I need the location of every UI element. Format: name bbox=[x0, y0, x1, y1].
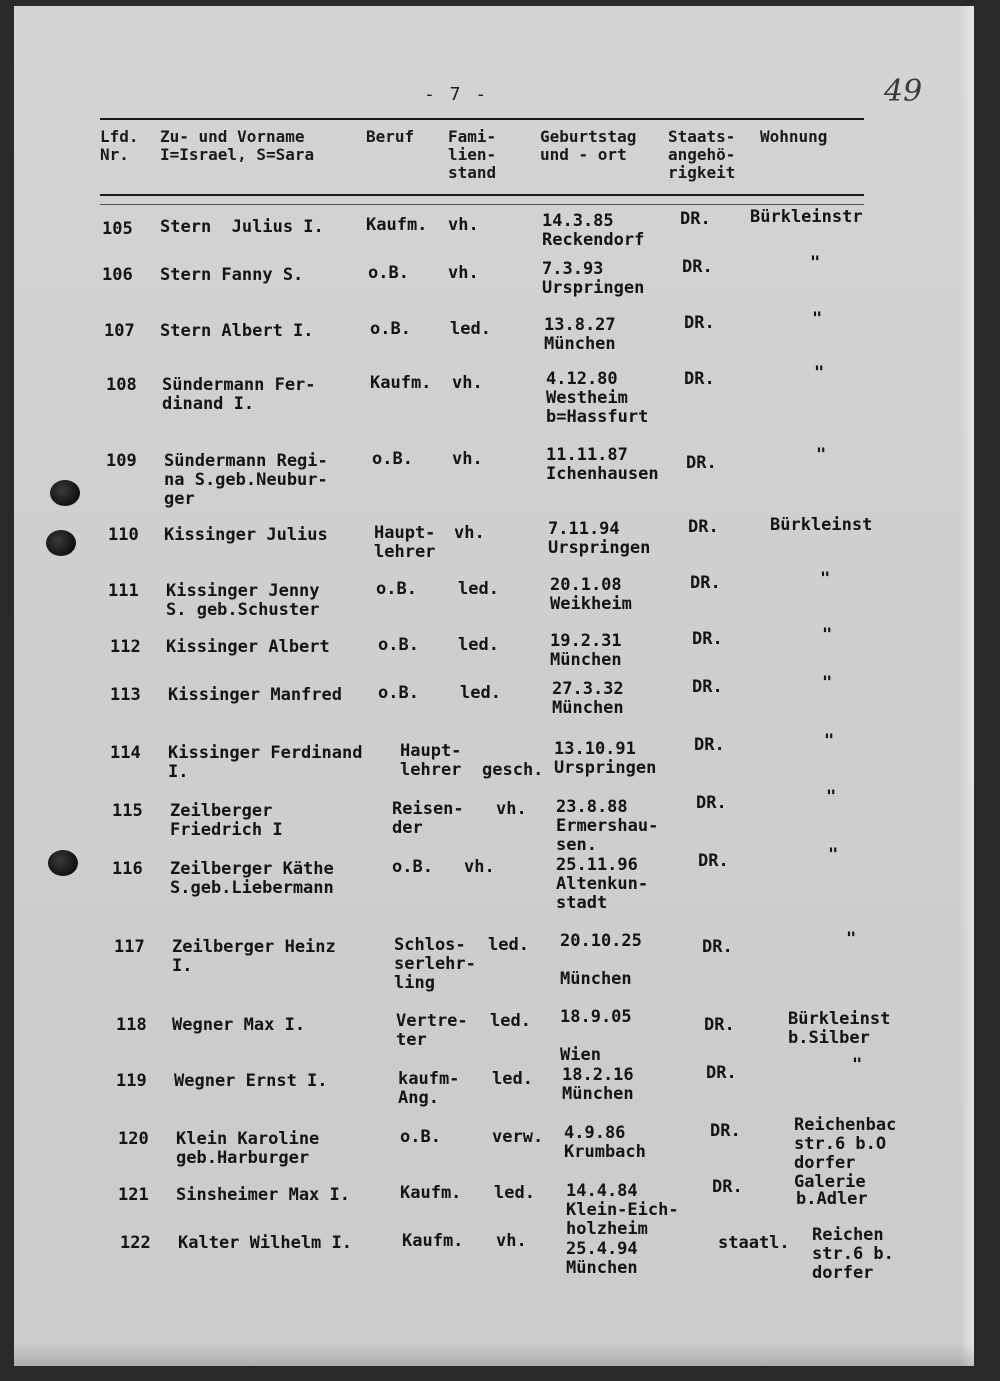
row-wohnung: " bbox=[846, 929, 857, 949]
row-beruf: Vertre- ter bbox=[396, 1011, 468, 1050]
row-familienstand: vh. bbox=[496, 799, 527, 819]
row-geburt: 7.3.93 Urspringen bbox=[542, 259, 645, 298]
row-nr: 110 bbox=[108, 525, 139, 545]
row-nr: 117 bbox=[114, 937, 145, 957]
row-staat: DR. bbox=[698, 851, 729, 871]
row-staat: DR. bbox=[688, 517, 719, 537]
row-name: Stern Fanny S. bbox=[160, 265, 304, 285]
row-staat: staatl. bbox=[718, 1233, 790, 1253]
row-geburt: 18.2.16 München bbox=[562, 1065, 634, 1104]
row-name: Kissinger Manfred bbox=[168, 685, 342, 705]
header-beruf: Beruf bbox=[366, 127, 415, 146]
row-beruf: Schlos- serlehr- ling bbox=[394, 935, 476, 993]
row-familienstand: led. bbox=[450, 319, 491, 339]
row-nr: 120 bbox=[118, 1129, 149, 1149]
folio-number: 49 bbox=[884, 74, 923, 109]
row-beruf: Haupt- lehrer bbox=[374, 523, 436, 562]
row-name: Stern Albert I. bbox=[160, 321, 314, 341]
row-familienstand: vh. bbox=[454, 523, 485, 543]
row-staat: DR. bbox=[680, 209, 711, 229]
row-name: Zeilberger Käthe S.geb.Liebermann bbox=[170, 859, 334, 898]
row-beruf: Reisen- der bbox=[392, 799, 464, 838]
row-beruf: o.B. bbox=[378, 683, 419, 703]
row-familienstand: led. bbox=[460, 683, 501, 703]
row-geburt: 13.8.27 München bbox=[544, 315, 616, 354]
row-staat: DR. bbox=[684, 369, 715, 389]
row-geburt: 7.11.94 Urspringen bbox=[548, 519, 651, 558]
row-wohnung: " bbox=[816, 445, 827, 465]
row-familienstand: vh. bbox=[464, 857, 495, 877]
row-staat: DR. bbox=[702, 937, 733, 957]
row-wohnung: " bbox=[826, 787, 837, 807]
row-geburt: 14.3.85 Reckendorf bbox=[542, 211, 645, 250]
row-familienstand: vh. bbox=[448, 263, 479, 283]
row-staat: DR. bbox=[706, 1063, 737, 1083]
row-beruf: Kaufm. bbox=[370, 373, 432, 393]
row-staat: DR. bbox=[692, 677, 723, 697]
row-name: Kissinger Jenny S. geb.Schuster bbox=[166, 581, 320, 620]
row-name: Wegner Ernst I. bbox=[174, 1071, 328, 1091]
header-familienstand: Fami- lien- stand bbox=[448, 127, 497, 182]
row-geburt: 4.9.86 Krumbach bbox=[564, 1123, 646, 1162]
row-familienstand: vh. bbox=[452, 373, 483, 393]
row-beruf: Kaufm. bbox=[366, 215, 428, 235]
row-geburt: 20.1.08 Weikheim bbox=[550, 575, 632, 614]
row-wohnung: " bbox=[852, 1055, 863, 1075]
row-nr: 113 bbox=[110, 685, 141, 705]
row-name: Kissinger Julius bbox=[164, 525, 328, 545]
row-wohnung: " bbox=[820, 569, 831, 589]
row-name: Kissinger Albert bbox=[166, 637, 330, 657]
row-staat: DR. bbox=[690, 573, 721, 593]
header-geburt: Geburtstag und - ort bbox=[540, 127, 637, 164]
punch-hole-middle bbox=[46, 530, 76, 556]
row-name: Kissinger Ferdinand I. bbox=[168, 743, 363, 782]
row-staat: DR. bbox=[704, 1015, 735, 1035]
page-number: - 7 - bbox=[424, 84, 489, 105]
row-nr: 118 bbox=[116, 1015, 147, 1035]
row-nr: 122 bbox=[120, 1233, 151, 1253]
row-wohnung: " bbox=[828, 845, 839, 865]
row-name: Sündermann Fer- dinand I. bbox=[162, 375, 316, 414]
row-wohnung: " bbox=[822, 625, 833, 645]
row-nr: 119 bbox=[116, 1071, 147, 1091]
row-name: Klein Karoline geb.Harburger bbox=[176, 1129, 320, 1168]
row-geburt: 14.4.84 Klein-Eich- holzheim bbox=[566, 1181, 679, 1239]
table-top-rule bbox=[100, 204, 864, 205]
row-wohnung: Bürkleinst bbox=[770, 515, 873, 535]
row-wohnung: " bbox=[814, 363, 825, 383]
row-familienstand: led. bbox=[458, 635, 499, 655]
row-geburt: 13.10.91 Urspringen bbox=[554, 739, 657, 778]
row-staat: DR. bbox=[694, 735, 725, 755]
row-wohnung: " bbox=[824, 731, 835, 751]
row-familienstand: led. bbox=[494, 1183, 535, 1203]
row-nr: 109 bbox=[106, 451, 137, 471]
row-wohnung: Bürkleinstr bbox=[750, 207, 863, 227]
row-nr: 105 bbox=[102, 219, 133, 239]
row-wohnung: Bürkleinst b.Silber bbox=[788, 1009, 891, 1048]
row-geburt: 23.8.88 Ermershau- sen. bbox=[556, 797, 659, 855]
row-staat: DR. bbox=[692, 629, 723, 649]
row-wohnung: b.Adler bbox=[796, 1189, 868, 1209]
row-beruf: o.B. bbox=[372, 449, 413, 469]
row-familienstand: led. bbox=[458, 579, 499, 599]
document-page bbox=[14, 6, 974, 1366]
row-wohnung: Reichenbac str.6 b.O dorfer Galerie bbox=[794, 1115, 897, 1192]
header-wohnung: Wohnung bbox=[760, 127, 828, 146]
row-wohnung: " bbox=[810, 253, 821, 273]
row-beruf: o.B. bbox=[400, 1127, 441, 1147]
row-staat: DR. bbox=[686, 453, 717, 473]
row-familienstand: led. bbox=[488, 935, 529, 955]
row-name: Sündermann Regi- na S.geb.Neubur- ger bbox=[164, 451, 328, 509]
row-nr: 106 bbox=[102, 265, 133, 285]
row-familienstand: vh. bbox=[496, 1231, 527, 1251]
row-geburt: 11.11.87 Ichenhausen bbox=[546, 445, 659, 484]
row-beruf: o.B. bbox=[376, 579, 417, 599]
header-name: Zu- und Vorname I=Israel, S=Sara bbox=[160, 127, 315, 164]
row-nr: 107 bbox=[104, 321, 135, 341]
header-bottom-rule bbox=[100, 194, 864, 196]
row-staat: DR. bbox=[682, 257, 713, 277]
row-name: Stern Julius I. bbox=[160, 217, 324, 237]
row-name: Sinsheimer Max I. bbox=[176, 1185, 350, 1205]
row-beruf: Kaufm. bbox=[400, 1183, 462, 1203]
page-edge-highlight bbox=[960, 6, 974, 1366]
row-nr: 115 bbox=[112, 801, 143, 821]
row-geburt: 19.2.31 München bbox=[550, 631, 622, 670]
row-wohnung: " bbox=[822, 673, 833, 693]
row-geburt: 18.9.05 Wien bbox=[560, 1007, 632, 1065]
row-familienstand: led. bbox=[490, 1011, 531, 1031]
row-geburt: 25.11.96 Altenkun- stadt bbox=[556, 855, 649, 913]
row-familienstand: verw. bbox=[492, 1127, 544, 1147]
row-staat: DR. bbox=[710, 1121, 741, 1141]
row-nr: 114 bbox=[110, 743, 141, 763]
row-geburt: 20.10.25 München bbox=[560, 931, 642, 989]
row-name: Zeilberger Heinz I. bbox=[172, 937, 336, 976]
row-name: Kalter Wilhelm I. bbox=[178, 1233, 352, 1253]
row-nr: 116 bbox=[112, 859, 143, 879]
row-nr: 121 bbox=[118, 1185, 149, 1205]
page-bottom-shadow bbox=[14, 1344, 974, 1366]
row-beruf: Haupt- lehrer bbox=[400, 741, 462, 780]
row-beruf: o.B. bbox=[392, 857, 433, 877]
row-beruf: o.B. bbox=[378, 635, 419, 655]
row-staat: DR. bbox=[684, 313, 715, 333]
row-name: Wegner Max I. bbox=[172, 1015, 306, 1035]
punch-hole-top bbox=[50, 480, 80, 506]
row-nr: 108 bbox=[106, 375, 137, 395]
header-staatsangehoerigkeit: Staats- angehö- rigkeit bbox=[668, 127, 736, 182]
row-wohnung: Reichen str.6 b. dorfer bbox=[812, 1225, 894, 1283]
row-name: Zeilberger Friedrich I bbox=[170, 801, 283, 840]
punch-hole-lower bbox=[48, 850, 78, 876]
row-nr: 112 bbox=[110, 637, 141, 657]
row-geburt: 27.3.32 München bbox=[552, 679, 624, 718]
row-wohnung: " bbox=[812, 309, 823, 329]
header-top-rule bbox=[100, 118, 864, 120]
row-staat: DR. bbox=[696, 793, 727, 813]
header-lfd-nr: Lfd. Nr. bbox=[100, 127, 139, 164]
row-beruf: kaufm- Ang. bbox=[398, 1069, 460, 1108]
row-staat: DR. bbox=[712, 1177, 743, 1197]
row-beruf: o.B. bbox=[370, 319, 411, 339]
row-nr: 111 bbox=[108, 581, 139, 601]
row-familienstand: led. bbox=[492, 1069, 533, 1089]
row-familienstand: gesch. bbox=[482, 760, 544, 780]
row-familienstand: vh. bbox=[452, 449, 483, 469]
row-beruf: Kaufm. bbox=[402, 1231, 464, 1251]
row-beruf: o.B. bbox=[368, 263, 409, 283]
row-familienstand: vh. bbox=[448, 215, 479, 235]
row-geburt: 25.4.94 München bbox=[566, 1239, 638, 1278]
row-geburt: 4.12.80 Westheim b=Hassfurt bbox=[546, 369, 649, 427]
